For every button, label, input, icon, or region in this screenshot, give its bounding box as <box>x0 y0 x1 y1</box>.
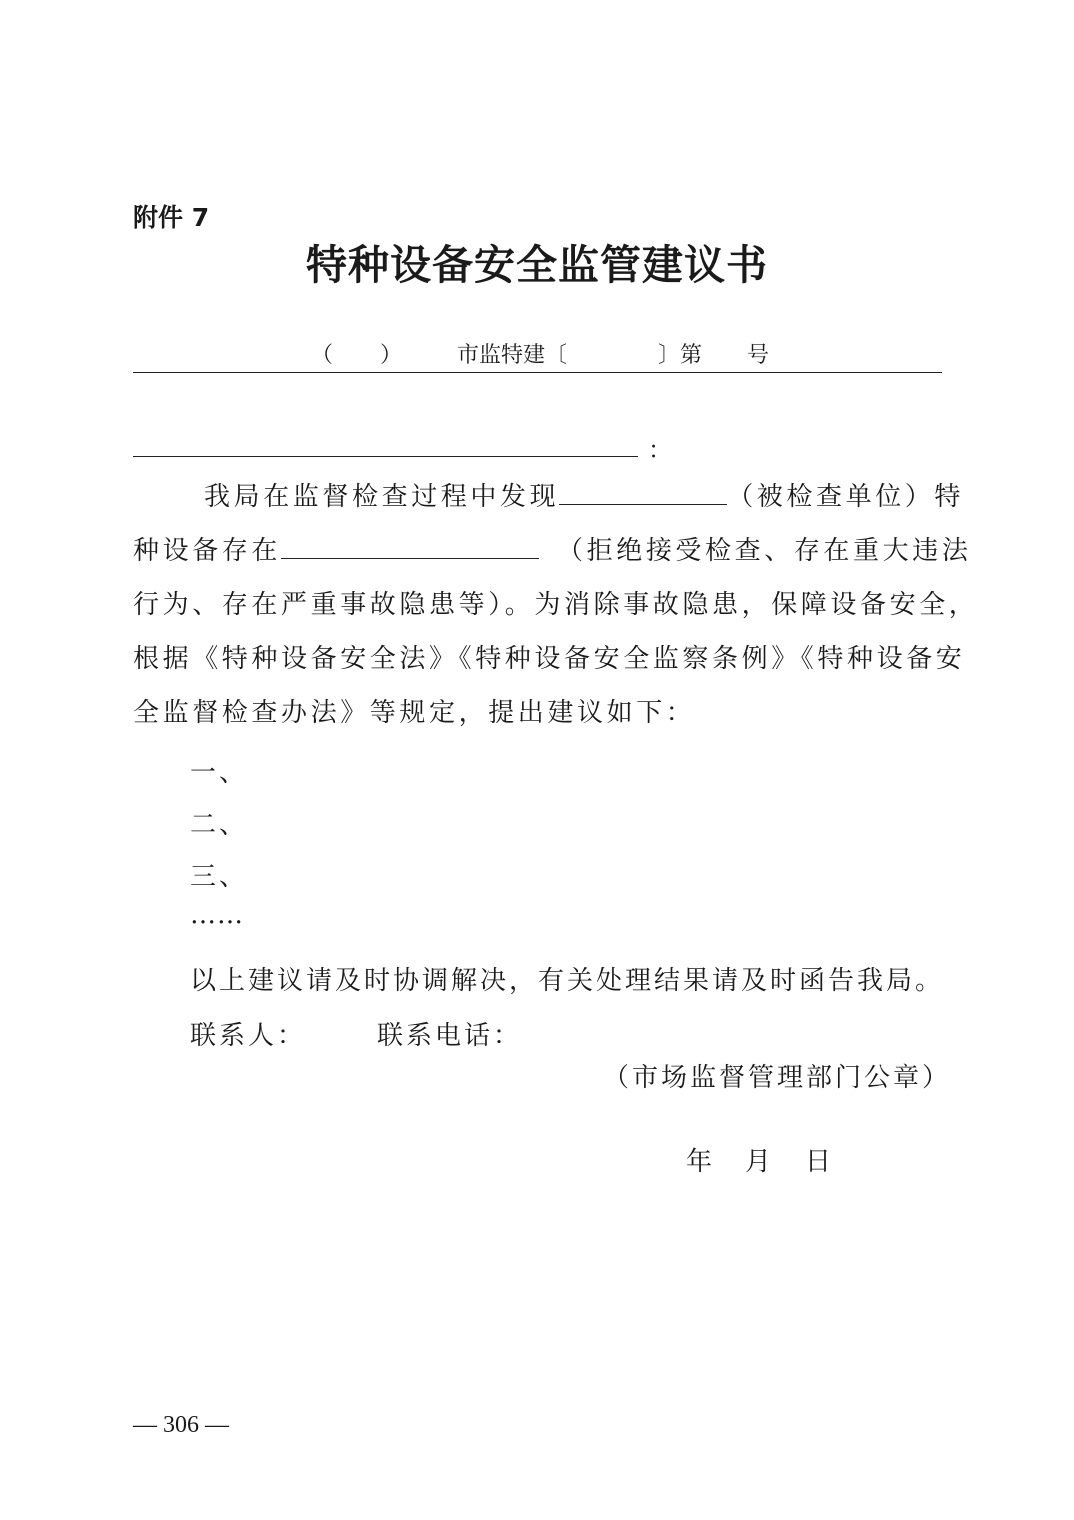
body-line-1-end: （被检查单位）特 <box>727 482 965 512</box>
body-line-1-start: 我局在监督检查过程中发现 <box>204 482 560 512</box>
list-item: 三、 <box>190 862 249 892</box>
doc-number-bracket-close: 〕第 <box>658 343 703 368</box>
body-line-1 <box>204 476 964 513</box>
list-item: 一、 <box>190 758 249 788</box>
body-line-2 <box>133 530 971 567</box>
official-seal-label: （市场监督管理部门公章） <box>603 1063 952 1093</box>
doc-number-issuer: 市监特建〔 <box>457 343 568 368</box>
body-line-4: 根据《特种设备安全法》《特种设备安全监察条例》《特种设备安 <box>133 644 966 674</box>
document-title: 特种设备安全监管建议书 <box>306 241 768 289</box>
contact-person-label: 联系人： <box>190 1021 307 1051</box>
body-line-2-end: （拒绝接受检查、存在重大违法 <box>557 536 972 566</box>
date-year: 年 <box>686 1147 716 1177</box>
list-item-ellipsis: …… <box>190 900 244 930</box>
doc-number-suffix: 号 <box>747 343 770 368</box>
closing-request: 以上建议请及时协调解决，有关处理结果请及时函告我局。 <box>190 966 945 996</box>
addressee-blank <box>133 456 638 457</box>
doc-number-paren-open: （ <box>311 343 334 368</box>
date-month: 月 <box>745 1147 775 1177</box>
contact-phone-label: 联系电话： <box>377 1021 523 1051</box>
issue-blank <box>281 532 539 559</box>
body-line-5: 全监督检查办法》等规定，提出建议如下： <box>133 698 696 728</box>
addressee-colon: ： <box>648 436 672 464</box>
attachment-label: 附件 7 <box>133 203 210 232</box>
date-day: 日 <box>805 1147 835 1177</box>
body-line-2-start: 种设备存在 <box>133 536 282 566</box>
page-number: — 306 — <box>133 1412 229 1438</box>
list-item: 二、 <box>190 810 249 840</box>
doc-number-rule <box>133 372 942 373</box>
doc-number-paren-close: ） <box>380 343 403 368</box>
inspected-unit-blank <box>559 478 727 505</box>
body-line-3: 行为、存在严重事故隐患等）。为消除事故隐患，保障设备安全， <box>133 590 979 620</box>
